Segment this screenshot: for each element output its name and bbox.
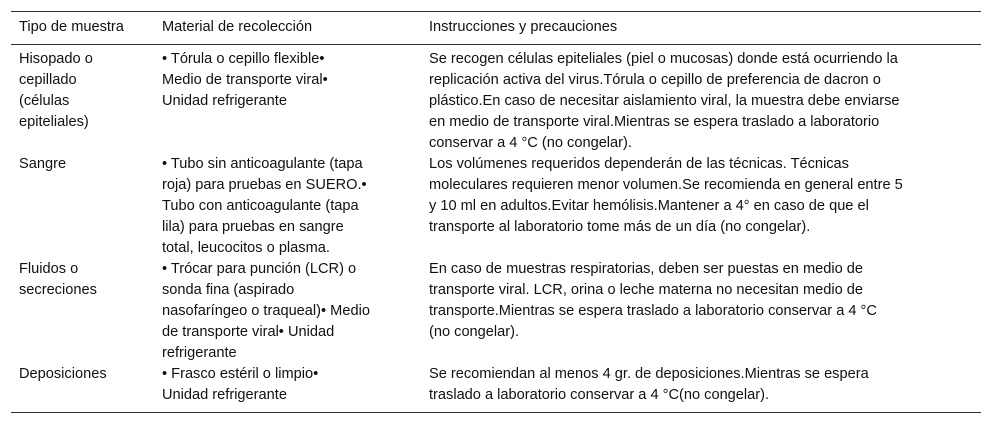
- cell-text-line: (no congelar).: [429, 324, 520, 340]
- cell-text-line: plástico.En caso de necesitar aislamiento viral, la muestra debe enviarse: [429, 93, 900, 109]
- cell-tipo-muestra: [11, 45, 154, 155]
- cell-tipo-muestra: [11, 154, 154, 259]
- header-material: Material de recolección: [162, 19, 313, 35]
- cell-text-line: roja) para pruebas en SUERO.•: [162, 177, 367, 193]
- cell-text-line: transporte.Mientras se espera traslado a laboratorio conservar a 4 °C: [429, 303, 877, 319]
- cell-text-line: traslado a laboratorio conservar a 4 °C(no congelar).: [429, 387, 770, 403]
- cell-text-line: refrigerante: [162, 345, 237, 361]
- cell-material: [154, 259, 421, 364]
- table-row: [11, 45, 981, 155]
- cell-material: [154, 154, 421, 259]
- cell-tipo-muestra: [11, 364, 154, 413]
- cell-text-line: en medio de transporte viral.Mientras se espera traslado a laboratorio: [429, 114, 880, 130]
- cell-text-line: Sangre: [19, 156, 67, 172]
- header-tipo-muestra: Tipo de muestra: [19, 19, 124, 35]
- table-row: [11, 364, 981, 413]
- cell-text-line: Unidad refrigerante: [162, 387, 287, 403]
- cell-text-line: (células: [19, 93, 70, 109]
- cell-material: [154, 364, 421, 413]
- cell-text-line: Fluidos o: [19, 261, 79, 277]
- cell-instrucciones: [421, 364, 981, 413]
- cell-text-line: Se recomiendan al menos 4 gr. de deposiciones.Mientras se espera: [429, 366, 869, 382]
- sample-collection-table: [11, 11, 981, 413]
- cell-text-line: epiteliales): [19, 114, 89, 130]
- cell-text-line: Hisopado o: [19, 51, 93, 67]
- cell-text-line: nasofaríngeo o traqueal)• Medio: [162, 303, 370, 319]
- cell-instrucciones: [421, 154, 981, 259]
- cell-text-line: cepillado: [19, 72, 77, 88]
- cell-text-line: En caso de muestras respiratorias, deben ser puestas en medio de: [429, 261, 864, 277]
- cell-text-line: Se recogen células epiteliales (piel o mucosas) donde está ocurriendo la: [429, 51, 898, 67]
- cell-text-line: Deposiciones: [19, 366, 107, 382]
- cell-text-line: transporte viral. LCR, orina o leche materna no necesitan medio de: [429, 282, 863, 298]
- cell-instrucciones: [421, 259, 981, 364]
- cell-instrucciones: [421, 45, 981, 155]
- table-row: [11, 154, 981, 259]
- cell-text-line: Medio de transporte viral•: [162, 72, 328, 88]
- cell-text-line: • Frasco estéril o limpio•: [162, 366, 319, 382]
- data-table-container: [11, 11, 981, 413]
- cell-text-line: • Trócar para punción (LCR) o: [162, 261, 357, 277]
- table-header-row: [11, 12, 981, 45]
- cell-text-line: Unidad refrigerante: [162, 93, 287, 109]
- cell-text-line: de transporte viral• Unidad: [162, 324, 335, 340]
- cell-text-line: Los volúmenes requeridos dependerán de las técnicas. Técnicas: [429, 156, 849, 172]
- header-instrucciones: Instrucciones y precauciones: [429, 19, 618, 35]
- cell-text-line: moleculares requieren menor volumen.Se recomienda en general entre 5: [429, 177, 903, 193]
- table-row: [11, 259, 981, 364]
- cell-text-line: • Tórula o cepillo flexible•: [162, 51, 325, 67]
- cell-text-line: Tubo con anticoagulante (tapa: [162, 198, 359, 214]
- cell-text-line: y 10 ml en adultos.Evitar hemólisis.Mantener a 4° en caso de que el: [429, 198, 869, 214]
- cell-text-line: • Tubo sin anticoagulante (tapa: [162, 156, 363, 172]
- cell-text-line: secreciones: [19, 282, 97, 298]
- cell-tipo-muestra: [11, 259, 154, 364]
- cell-material: [154, 45, 421, 155]
- cell-text-line: conservar a 4 °C (no congelar).: [429, 135, 632, 151]
- cell-text-line: sonda fina (aspirado: [162, 282, 295, 298]
- cell-text-line: lila) para pruebas en sangre: [162, 219, 344, 235]
- cell-text-line: transporte al laboratorio tome más de un día (no congelar).: [429, 219, 811, 235]
- cell-text-line: replicación activa del virus.Tórula o cepillo de preferencia de dacron o: [429, 72, 881, 88]
- cell-text-line: total, leucocitos o plasma.: [162, 240, 330, 256]
